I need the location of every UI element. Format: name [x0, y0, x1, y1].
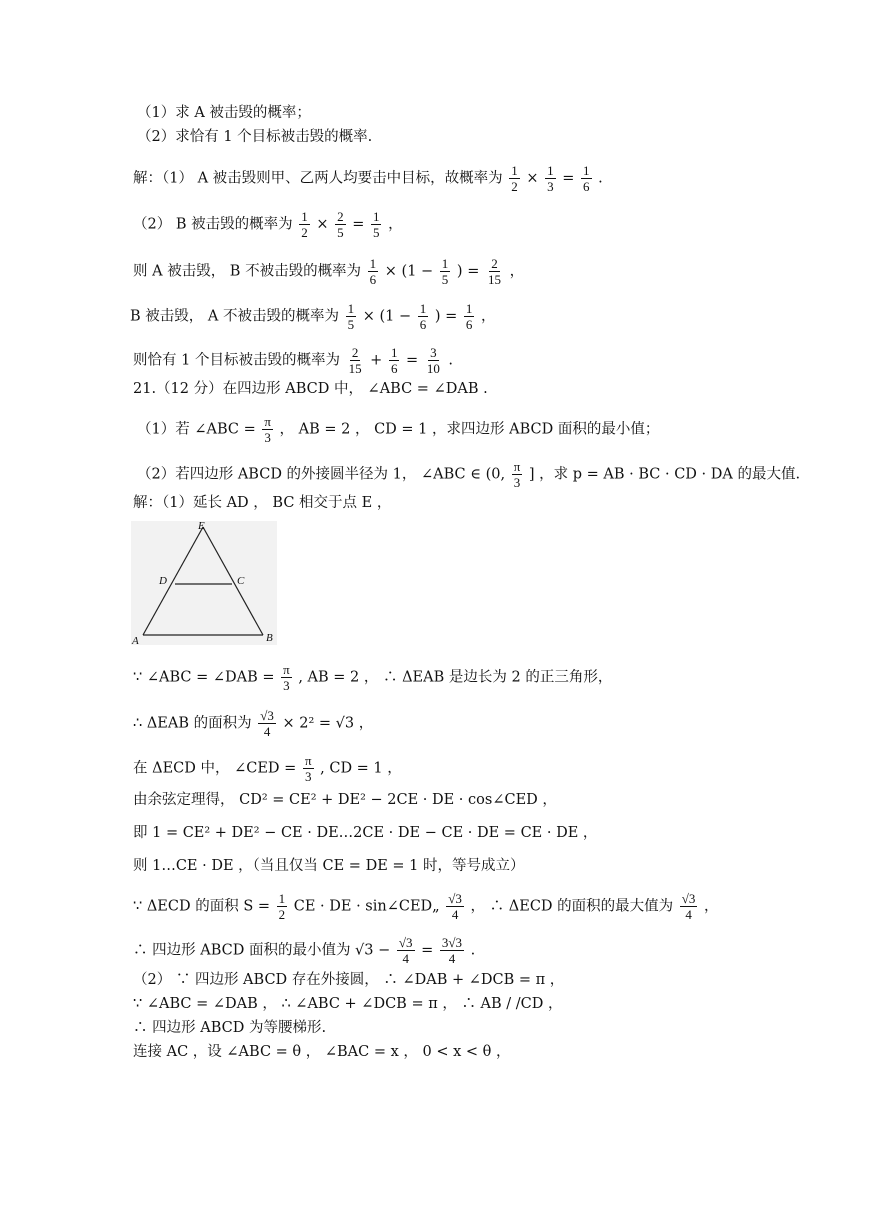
- denominator: 3: [513, 475, 521, 490]
- numerator: 1: [347, 301, 355, 316]
- denominator: 2: [301, 225, 308, 240]
- fraction: [464, 301, 475, 332]
- text: 解：（1） A 被击毁则甲、乙两人均要击中目标，故概率为: [133, 170, 503, 187]
- denominator: 4: [263, 724, 271, 739]
- fraction: [335, 209, 346, 240]
- text: .: [448, 352, 454, 369]
- denominator: 6: [369, 272, 377, 287]
- problem-21-part-2: [137, 459, 800, 490]
- denominator: 4: [402, 951, 409, 966]
- denominator: 3: [264, 430, 271, 445]
- operator: =: [562, 170, 575, 187]
- fraction: [512, 459, 523, 490]
- text: =: [421, 942, 434, 959]
- numerator: 2: [491, 256, 498, 271]
- text: 则 A 被击毁， B 不被击毁的概率为: [133, 263, 362, 280]
- fraction: [346, 301, 357, 332]
- denominator: 10: [426, 361, 440, 376]
- denominator: 4: [451, 907, 459, 922]
- solution-21-part-2: ∵ ∠ABC = ∠DAB ， ∴ ∠ABC + ∠DCB = π ， ∴ AB / /CD ，: [133, 996, 563, 1012]
- numerator: 1: [390, 345, 398, 360]
- text: .: [470, 942, 476, 959]
- fraction: [258, 708, 276, 739]
- fraction: [262, 414, 273, 445]
- fraction: [446, 891, 464, 922]
- numerator: √3: [681, 891, 696, 906]
- solution-21-step: 由余弦定理得， CD² = CE² + DE² − 2CE · DE · cos∠CED ，: [133, 792, 557, 808]
- fraction: [581, 163, 592, 194]
- numerator: 2: [337, 209, 344, 224]
- fraction: [680, 891, 698, 922]
- fraction: [397, 935, 415, 966]
- denominator: 6: [419, 317, 427, 332]
- denominator: 5: [372, 225, 380, 240]
- text: ∵ ∠ABC = ∠DAB =: [133, 669, 275, 686]
- text: ，: [509, 263, 525, 280]
- label-e: E: [198, 521, 205, 532]
- text: ∴ ΔEAB 的面积为: [133, 715, 252, 732]
- solution-21-conclusion: [133, 935, 475, 966]
- solution-21-intro: 解：（1）延长 AD ， BC 相交于点 E ，: [133, 495, 392, 511]
- solution-21-step: [133, 753, 402, 784]
- fraction: [418, 301, 429, 332]
- triangle-figure: [131, 521, 277, 645]
- fraction: [545, 163, 556, 194]
- denominator: 2: [511, 179, 518, 194]
- numerator: 3: [430, 345, 437, 360]
- text: ∵ ΔECD 的面积 S =: [133, 898, 271, 915]
- numerator: π: [283, 662, 290, 677]
- solution-21-part-2: ∴ 四边形 ABCD 为等腰梯形.: [133, 1020, 327, 1036]
- figure-background: [131, 521, 277, 645]
- numerator: 1: [369, 256, 377, 271]
- denominator: 3: [547, 179, 554, 194]
- numerator: π: [513, 459, 521, 474]
- fraction: [440, 256, 451, 287]
- fraction: [425, 345, 442, 376]
- numerator: 1: [441, 256, 449, 271]
- numerator: 1: [301, 209, 308, 224]
- solution-1-line: [133, 163, 603, 194]
- fraction: [347, 345, 364, 376]
- problem-21-title: 21.（12 分）在四边形 ABCD 中， ∠ABC = ∠DAB .: [133, 381, 488, 397]
- solution-21-step: [133, 891, 719, 922]
- text: , CD = 1 ，: [320, 760, 402, 777]
- text: ， AB = 2 ， CD = 1 ，求四边形 ABCD 面积的最小值；: [279, 421, 660, 438]
- operator: ×: [316, 216, 329, 233]
- operator: =: [406, 352, 419, 369]
- text: ∴ 四边形 ABCD 面积的最小值为 √3 −: [133, 942, 391, 959]
- operator: +: [370, 352, 383, 369]
- numerator: 3√3: [441, 935, 463, 950]
- numerator: 2: [351, 345, 359, 360]
- numerator: 1: [583, 163, 590, 178]
- solution-2-line: [133, 256, 524, 287]
- text: 在 ΔECD 中， ∠CED =: [133, 760, 297, 777]
- solution-21-step: 则 1…CE · DE ，（当且仅当 CE = DE = 1 时，等号成立）: [133, 858, 525, 874]
- fraction: [509, 163, 520, 194]
- denominator: 5: [337, 225, 344, 240]
- text: （1）若 ∠ABC =: [137, 421, 256, 438]
- text: 则恰有 1 个目标被击毁的概率为: [133, 352, 340, 369]
- numerator: √3: [260, 708, 274, 723]
- operator: =: [467, 263, 480, 280]
- denominator: 6: [465, 317, 473, 332]
- operator: × (1 −: [362, 308, 412, 325]
- operator: =: [445, 308, 458, 325]
- denominator: 2: [278, 907, 286, 922]
- denominator: 4: [685, 907, 692, 922]
- fraction: [440, 935, 464, 966]
- text: .: [598, 170, 603, 187]
- label-c: C: [237, 575, 245, 587]
- denominator: 5: [347, 317, 355, 332]
- label-b: B: [266, 632, 273, 644]
- text: × 2² = √3 ，: [282, 715, 374, 732]
- fraction: [371, 209, 382, 240]
- question-part-2: （2）求恰有 1 个目标被击毁的概率.: [137, 129, 373, 145]
- numerator: π: [264, 414, 271, 429]
- numerator: √3: [398, 935, 413, 950]
- numerator: 1: [372, 209, 380, 224]
- solution-2-line: [133, 209, 403, 240]
- solution-21-step: 即 1 = CE² + DE² − CE · DE…2CE · DE − CE · DE = CE · DE ，: [133, 825, 598, 841]
- solution-2-line: [130, 301, 495, 332]
- numerator: √3: [448, 891, 462, 906]
- text: （2）若四边形 ABCD 的外接圆半径为 1， ∠ABC ∈ (0,: [137, 466, 506, 483]
- fraction: [277, 891, 288, 922]
- text: ，: [388, 216, 403, 233]
- denominator: 4: [448, 951, 456, 966]
- denominator: 3: [283, 678, 290, 693]
- text: ，: [704, 898, 719, 915]
- fraction: [281, 662, 292, 693]
- text: , AB = 2 ， ∴ ΔEAB 是边长为 2 的正三角形，: [298, 669, 613, 686]
- operator: ): [456, 263, 463, 280]
- operator: =: [352, 216, 365, 233]
- solution-21-step: [133, 708, 373, 739]
- denominator: 6: [390, 361, 398, 376]
- text: ，: [480, 308, 496, 325]
- text: ， ∴ ΔECD 的面积的最大值为: [470, 898, 674, 915]
- text: CE · DE · sin∠CED„: [293, 898, 440, 915]
- denominator: 5: [441, 272, 449, 287]
- operator: ×: [526, 170, 539, 187]
- denominator: 15: [487, 272, 501, 287]
- label-d: D: [159, 575, 167, 587]
- denominator: 15: [348, 361, 362, 376]
- operator: ): [434, 308, 441, 325]
- operator: × (1 −: [384, 263, 434, 280]
- numerator: 1: [511, 163, 518, 178]
- problem-21-part-1: [137, 414, 659, 445]
- text: B 被击毁， A 不被击毁的概率为: [130, 308, 339, 325]
- text: ] ，求 p = AB · BC · CD · DA 的最大值.: [528, 466, 801, 483]
- denominator: 6: [583, 179, 590, 194]
- numerator: 1: [547, 163, 554, 178]
- fraction: [389, 345, 400, 376]
- fraction: [303, 753, 314, 784]
- solution-21-part-2: 连接 AC ，设 ∠ABC = θ ， ∠BAC = x ， 0 < x < θ ，: [133, 1044, 511, 1060]
- text: （2） B 被击毁的概率为: [133, 216, 293, 233]
- numerator: 1: [278, 891, 286, 906]
- fraction: [486, 256, 503, 287]
- label-a: A: [132, 635, 139, 645]
- solution-21-part-2: （2） ∵ 四边形 ABCD 存在外接圆， ∴ ∠DAB + ∠DCB = π ，: [133, 972, 565, 988]
- fraction: [368, 256, 379, 287]
- fraction: [299, 209, 310, 240]
- question-part-1: （1）求 A 被击毁的概率；: [137, 105, 311, 121]
- solution-21-step: [133, 662, 612, 693]
- numerator: 1: [465, 301, 473, 316]
- numerator: 1: [419, 301, 427, 316]
- solution-2-conclusion: [133, 345, 453, 376]
- denominator: 3: [304, 769, 312, 784]
- numerator: π: [304, 753, 312, 768]
